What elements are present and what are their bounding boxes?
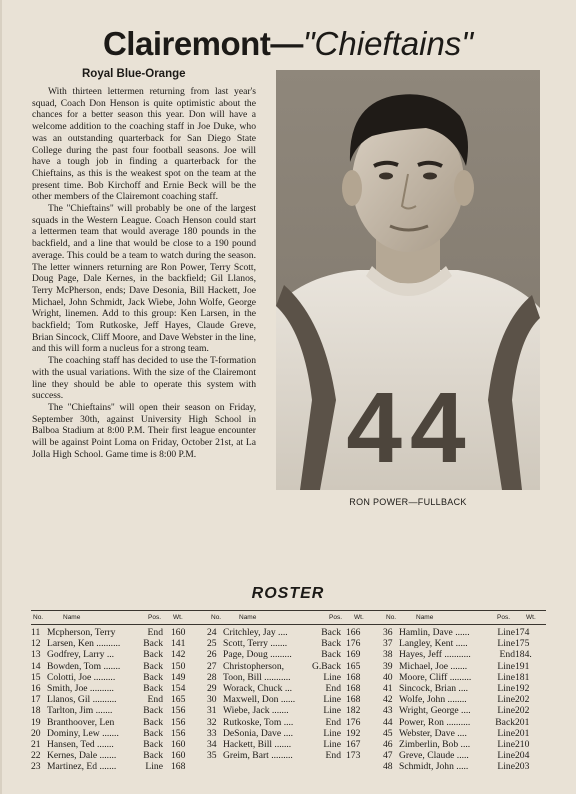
player-weight: 168 bbox=[346, 694, 361, 706]
roster-row bbox=[31, 728, 207, 739]
roster-row bbox=[207, 672, 383, 683]
page-title bbox=[0, 24, 576, 65]
header-name: Name bbox=[416, 614, 434, 621]
player-name: Langley, Kent ..... bbox=[399, 638, 468, 650]
roster-row bbox=[31, 661, 207, 672]
player-weight: 166 bbox=[346, 627, 361, 638]
player-weight: 175 bbox=[515, 638, 530, 650]
roster-row bbox=[207, 627, 383, 638]
player-number: 38 bbox=[383, 649, 393, 661]
player-position: Line bbox=[497, 627, 515, 638]
jersey-number: 44 bbox=[346, 372, 474, 484]
player-name: Llanos, Gil .......... bbox=[47, 694, 117, 706]
player-name: Michael, Joe ....... bbox=[399, 660, 468, 672]
roster-row bbox=[31, 739, 207, 750]
player-number: 45 bbox=[383, 727, 393, 739]
team-colors: Royal Blue-Orange bbox=[82, 68, 186, 80]
player-number: 26 bbox=[207, 649, 217, 661]
roster-header bbox=[31, 610, 546, 625]
player-position: End bbox=[325, 682, 341, 694]
player-weight: 168 bbox=[346, 671, 361, 683]
player-number: 41 bbox=[383, 682, 393, 694]
roster-row bbox=[207, 661, 383, 672]
player-number: 36 bbox=[383, 627, 393, 638]
header-name: Name bbox=[239, 614, 257, 621]
player-position: Line bbox=[497, 682, 515, 694]
roster-row bbox=[207, 739, 383, 750]
article-paragraph: The "Chieftains" will open their season on Friday, September 30th, against University High School in Balboa Stadium at 8:00 P.M. Their first league encounter will be against Point Loma on Friday, October 21st, at La Jolla High School. Game time is 8:00 P.M. bbox=[32, 401, 256, 460]
header-wt: Wt. bbox=[526, 614, 536, 621]
player-number: 22 bbox=[31, 750, 41, 762]
player-number: 27 bbox=[207, 660, 217, 672]
player-name: Wright, George .... bbox=[399, 705, 471, 717]
player-name: Toon, Bill ........... bbox=[223, 671, 291, 683]
player-position: Line bbox=[323, 705, 341, 717]
player-weight: 210 bbox=[515, 738, 530, 750]
roster-row bbox=[207, 649, 383, 660]
player-number: 17 bbox=[31, 694, 41, 706]
roster-row bbox=[383, 649, 546, 660]
player-weight: 192 bbox=[515, 682, 530, 694]
roster-row bbox=[31, 638, 207, 649]
header-name: Name bbox=[63, 614, 81, 621]
player-position: End bbox=[147, 627, 163, 638]
player-position: Line bbox=[145, 761, 163, 773]
player-weight: 184. bbox=[515, 649, 532, 661]
roster-row bbox=[383, 750, 546, 761]
player-number: 28 bbox=[207, 671, 217, 683]
player-weight: 169 bbox=[346, 649, 361, 661]
player-position: Line bbox=[497, 750, 515, 762]
player-weight: 154 bbox=[171, 682, 186, 694]
player-weight: 168 bbox=[346, 682, 361, 694]
header-wt: Wt. bbox=[354, 614, 364, 621]
player-number: 37 bbox=[383, 638, 393, 650]
player-number: 48 bbox=[383, 761, 393, 773]
player-weight: 150 bbox=[171, 660, 186, 672]
player-name: Hansen, Ted ....... bbox=[47, 738, 114, 750]
player-number: 44 bbox=[383, 716, 393, 728]
player-weight: 203 bbox=[515, 761, 530, 773]
player-name: Hayes, Jeff ........... bbox=[399, 649, 471, 661]
player-weight: 142 bbox=[171, 649, 186, 661]
player-position: Back bbox=[143, 638, 163, 650]
roster-row bbox=[383, 627, 546, 638]
player-name: Wiebe, Jack ....... bbox=[223, 705, 289, 717]
team-name: Clairemont— bbox=[102, 25, 303, 62]
player-position: Back bbox=[321, 649, 341, 661]
player-weight: 181 bbox=[515, 671, 530, 683]
player-name: Greve, Claude ..... bbox=[399, 750, 469, 762]
roster-row bbox=[31, 717, 207, 728]
player-weight: 160 bbox=[171, 738, 186, 750]
roster-row bbox=[207, 750, 383, 761]
roster-row bbox=[383, 728, 546, 739]
roster-row bbox=[383, 683, 546, 694]
roster-row bbox=[31, 705, 207, 716]
roster-row bbox=[31, 750, 207, 761]
article-paragraph: With thirteen lettermen returning from last year's squad, Coach Don Henson is quite optimistic about the chances for a better season this year. Don will have a welcome addition to the coaching staff in Joe Duke, who was an outstanding quarterback for San Diego State College during the past four football seasons. Joe will have a tough job in finding a quarterback for the Chieftains, as this is the weakest spot on the team at the present time. Bob Kirchoff and Ernie Beck will be the other members of the Clairemont coaching staff. bbox=[32, 86, 256, 203]
roster-row bbox=[207, 638, 383, 649]
roster-row bbox=[383, 739, 546, 750]
player-position: End bbox=[325, 716, 341, 728]
player-position: Back bbox=[321, 627, 341, 638]
player-number: 23 bbox=[31, 761, 41, 773]
player-name: Kernes, Dale ....... bbox=[47, 750, 117, 762]
header-wt: Wt. bbox=[173, 614, 183, 621]
player-number: 42 bbox=[383, 694, 393, 706]
player-name: Hamlin, Dave ...... bbox=[399, 627, 470, 638]
player-position: Line bbox=[497, 727, 515, 739]
player-number: 16 bbox=[31, 682, 41, 694]
roster-row bbox=[383, 717, 546, 728]
player-name: Godfrey, Larry ... bbox=[47, 649, 115, 661]
player-weight: 156 bbox=[171, 716, 186, 728]
player-weight: 165 bbox=[171, 694, 186, 706]
player-position: Line bbox=[497, 660, 515, 672]
player-name: Sincock, Brian .... bbox=[399, 682, 469, 694]
roster-row bbox=[207, 683, 383, 694]
roster-row bbox=[207, 717, 383, 728]
roster-row bbox=[31, 694, 207, 705]
player-position: Back bbox=[143, 738, 163, 750]
player-name: Webster, Dave .... bbox=[399, 727, 467, 739]
roster-row bbox=[31, 761, 207, 772]
header-pos: Pos. bbox=[329, 614, 343, 621]
player-weight: 160 bbox=[171, 750, 186, 762]
player-position: End bbox=[499, 649, 515, 661]
player-position: Line bbox=[497, 761, 515, 773]
header-no: No. bbox=[33, 614, 44, 621]
player-number: 43 bbox=[383, 705, 393, 717]
player-weight: 182 bbox=[346, 705, 361, 717]
photo-caption: RON POWER—FULLBACK bbox=[349, 497, 467, 507]
player-weight: 156 bbox=[171, 727, 186, 739]
player-weight: 201 bbox=[515, 727, 530, 739]
player-position: Line bbox=[497, 694, 515, 706]
player-name: Greim, Bart ......... bbox=[223, 750, 293, 762]
player-weight: 192 bbox=[346, 727, 361, 739]
player-name: Worack, Chuck ... bbox=[223, 682, 293, 694]
player-number: 25 bbox=[207, 638, 217, 650]
player-name: Hackett, Bill ....... bbox=[223, 738, 292, 750]
player-weight: 202 bbox=[515, 705, 530, 717]
header-no: No. bbox=[386, 614, 397, 621]
player-position: Back bbox=[143, 649, 163, 661]
roster-title: ROSTER bbox=[251, 585, 325, 602]
player-weight: 167 bbox=[346, 738, 361, 750]
article-body bbox=[32, 86, 256, 461]
player-name: Schmidt, John ..... bbox=[399, 761, 469, 773]
player-number: 19 bbox=[31, 716, 41, 728]
player-position: Line bbox=[497, 738, 515, 750]
article-paragraph: The "Chieftains" will probably be one of the largest squads in the Western League. Coach Henson could start a lettermen team that would average 180 pounds in the backfield, and a line that would be close to a 190 pound average. This could be a team to watch during the season. The letter winners returning are Ron Power, Terry Scott, Doug Page, Dale Kernes, in the backfield; Gil Llanos, Terry McPherson, ends; Dave Desonia, Bill Hackett, Joe Michael, John Schmidt, Jack Wiebe, John Wolfe, George Wright, linemen. Add to this group: Ken Larsen, in the backfield; Tom Rutkoske, Jeff Hayes, Claude Greve, Brian Sincock, Cliff Moore, and Dave Webster in the line, and this will form a nucleus for a strong team. bbox=[32, 203, 256, 355]
player-position: Line bbox=[323, 671, 341, 683]
player-weight: 201 bbox=[515, 716, 530, 728]
player-position: G.Back bbox=[311, 660, 341, 672]
roster-row bbox=[383, 761, 546, 772]
player-position: End bbox=[147, 694, 163, 706]
player-number: 34 bbox=[207, 738, 217, 750]
player-photo bbox=[276, 70, 540, 490]
player-weight: 141 bbox=[171, 638, 186, 650]
player-number: 13 bbox=[31, 649, 41, 661]
player-position: Back bbox=[495, 716, 515, 728]
roster-row bbox=[31, 672, 207, 683]
player-weight: 156 bbox=[171, 705, 186, 717]
player-name: Smith, Joe .......... bbox=[47, 682, 114, 694]
player-position: Back bbox=[143, 705, 163, 717]
player-position: Back bbox=[321, 638, 341, 650]
player-name: Tarlton, Jim ....... bbox=[47, 705, 113, 717]
roster-row bbox=[383, 672, 546, 683]
player-position: Back bbox=[143, 671, 163, 683]
player-number: 32 bbox=[207, 716, 217, 728]
roster-row bbox=[31, 683, 207, 694]
player-position: Line bbox=[497, 638, 515, 650]
header-pos: Pos. bbox=[497, 614, 511, 621]
roster-row bbox=[383, 705, 546, 716]
player-number: 24 bbox=[207, 627, 217, 638]
player-weight: 173 bbox=[346, 750, 361, 762]
roster-row bbox=[383, 638, 546, 649]
player-weight: 176 bbox=[346, 638, 361, 650]
player-name: Rutkoske, Tom .... bbox=[223, 716, 294, 728]
player-number: 40 bbox=[383, 671, 393, 683]
player-position: Line bbox=[497, 705, 515, 717]
player-number: 46 bbox=[383, 738, 393, 750]
roster-row bbox=[31, 627, 207, 638]
player-number: 31 bbox=[207, 705, 217, 717]
player-name: DeSonia, Dave .... bbox=[223, 727, 294, 739]
player-number: 18 bbox=[31, 705, 41, 717]
player-name: Colotti, Joe ......... bbox=[47, 671, 116, 683]
roster-row bbox=[383, 694, 546, 705]
player-number: 29 bbox=[207, 682, 217, 694]
roster-column bbox=[31, 627, 207, 772]
player-number: 35 bbox=[207, 750, 217, 762]
player-name: Page, Doug ......... bbox=[223, 649, 292, 661]
roster-table bbox=[31, 627, 546, 772]
player-position: Back bbox=[143, 750, 163, 762]
player-position: Back bbox=[143, 727, 163, 739]
player-number: 11 bbox=[31, 627, 41, 638]
player-name: Larsen, Ken .......... bbox=[47, 638, 121, 650]
player-name: Critchley, Jay .... bbox=[223, 627, 288, 638]
player-number: 30 bbox=[207, 694, 217, 706]
player-number: 47 bbox=[383, 750, 393, 762]
player-name: Martinez, Ed ....... bbox=[47, 761, 117, 773]
player-weight: 168 bbox=[171, 761, 186, 773]
player-position: Line bbox=[497, 671, 515, 683]
roster-row bbox=[383, 661, 546, 672]
player-number: 12 bbox=[31, 638, 41, 650]
roster-column bbox=[383, 627, 546, 772]
player-name: Wolfe, John ........ bbox=[399, 694, 467, 706]
roster-row bbox=[207, 694, 383, 705]
player-position: Line bbox=[323, 738, 341, 750]
header-pos: Pos. bbox=[148, 614, 162, 621]
player-position: Line bbox=[323, 727, 341, 739]
player-number: 15 bbox=[31, 671, 41, 683]
player-name: Mcpherson, Terry bbox=[47, 627, 116, 638]
player-weight: 165 bbox=[346, 660, 361, 672]
player-weight: 191 bbox=[515, 660, 530, 672]
player-name: Zimberlin, Bob .... bbox=[399, 738, 471, 750]
player-position: Back bbox=[143, 716, 163, 728]
player-number: 21 bbox=[31, 738, 41, 750]
player-weight: 149 bbox=[171, 671, 186, 683]
roster-row bbox=[207, 728, 383, 739]
player-name: Dominy, Lew ....... bbox=[47, 727, 119, 739]
player-position: End bbox=[325, 750, 341, 762]
header-no: No. bbox=[211, 614, 222, 621]
player-number: 39 bbox=[383, 660, 393, 672]
player-name: Moore, Cliff ......... bbox=[399, 671, 472, 683]
player-name: Power, Ron .......... bbox=[399, 716, 471, 728]
player-name: Bowden, Tom ....... bbox=[47, 660, 121, 672]
player-position: Back bbox=[143, 682, 163, 694]
roster-row bbox=[207, 705, 383, 716]
player-number: 33 bbox=[207, 727, 217, 739]
player-weight: 174 bbox=[515, 627, 530, 638]
player-name: Maxwell, Don ...... bbox=[223, 694, 296, 706]
player-name: Branthoover, Len bbox=[47, 716, 115, 728]
player-name: Scott, Terry ....... bbox=[223, 638, 288, 650]
player-number: 20 bbox=[31, 727, 41, 739]
team-nickname: "Chieftains" bbox=[302, 25, 474, 62]
article-paragraph: The coaching staff has decided to use the T-formation with the usual variations. With the size of the Clairemont line they should be able to operate this system with success. bbox=[32, 355, 256, 402]
player-position: Back bbox=[143, 660, 163, 672]
roster-column bbox=[207, 627, 383, 772]
roster-row bbox=[31, 649, 207, 660]
player-number: 14 bbox=[31, 660, 41, 672]
player-weight: 204 bbox=[515, 750, 530, 762]
player-position: Line bbox=[323, 694, 341, 706]
player-weight: 160 bbox=[171, 627, 186, 638]
player-weight: 176 bbox=[346, 716, 361, 728]
player-name: Christopherson, bbox=[223, 660, 285, 672]
player-weight: 202 bbox=[515, 694, 530, 706]
